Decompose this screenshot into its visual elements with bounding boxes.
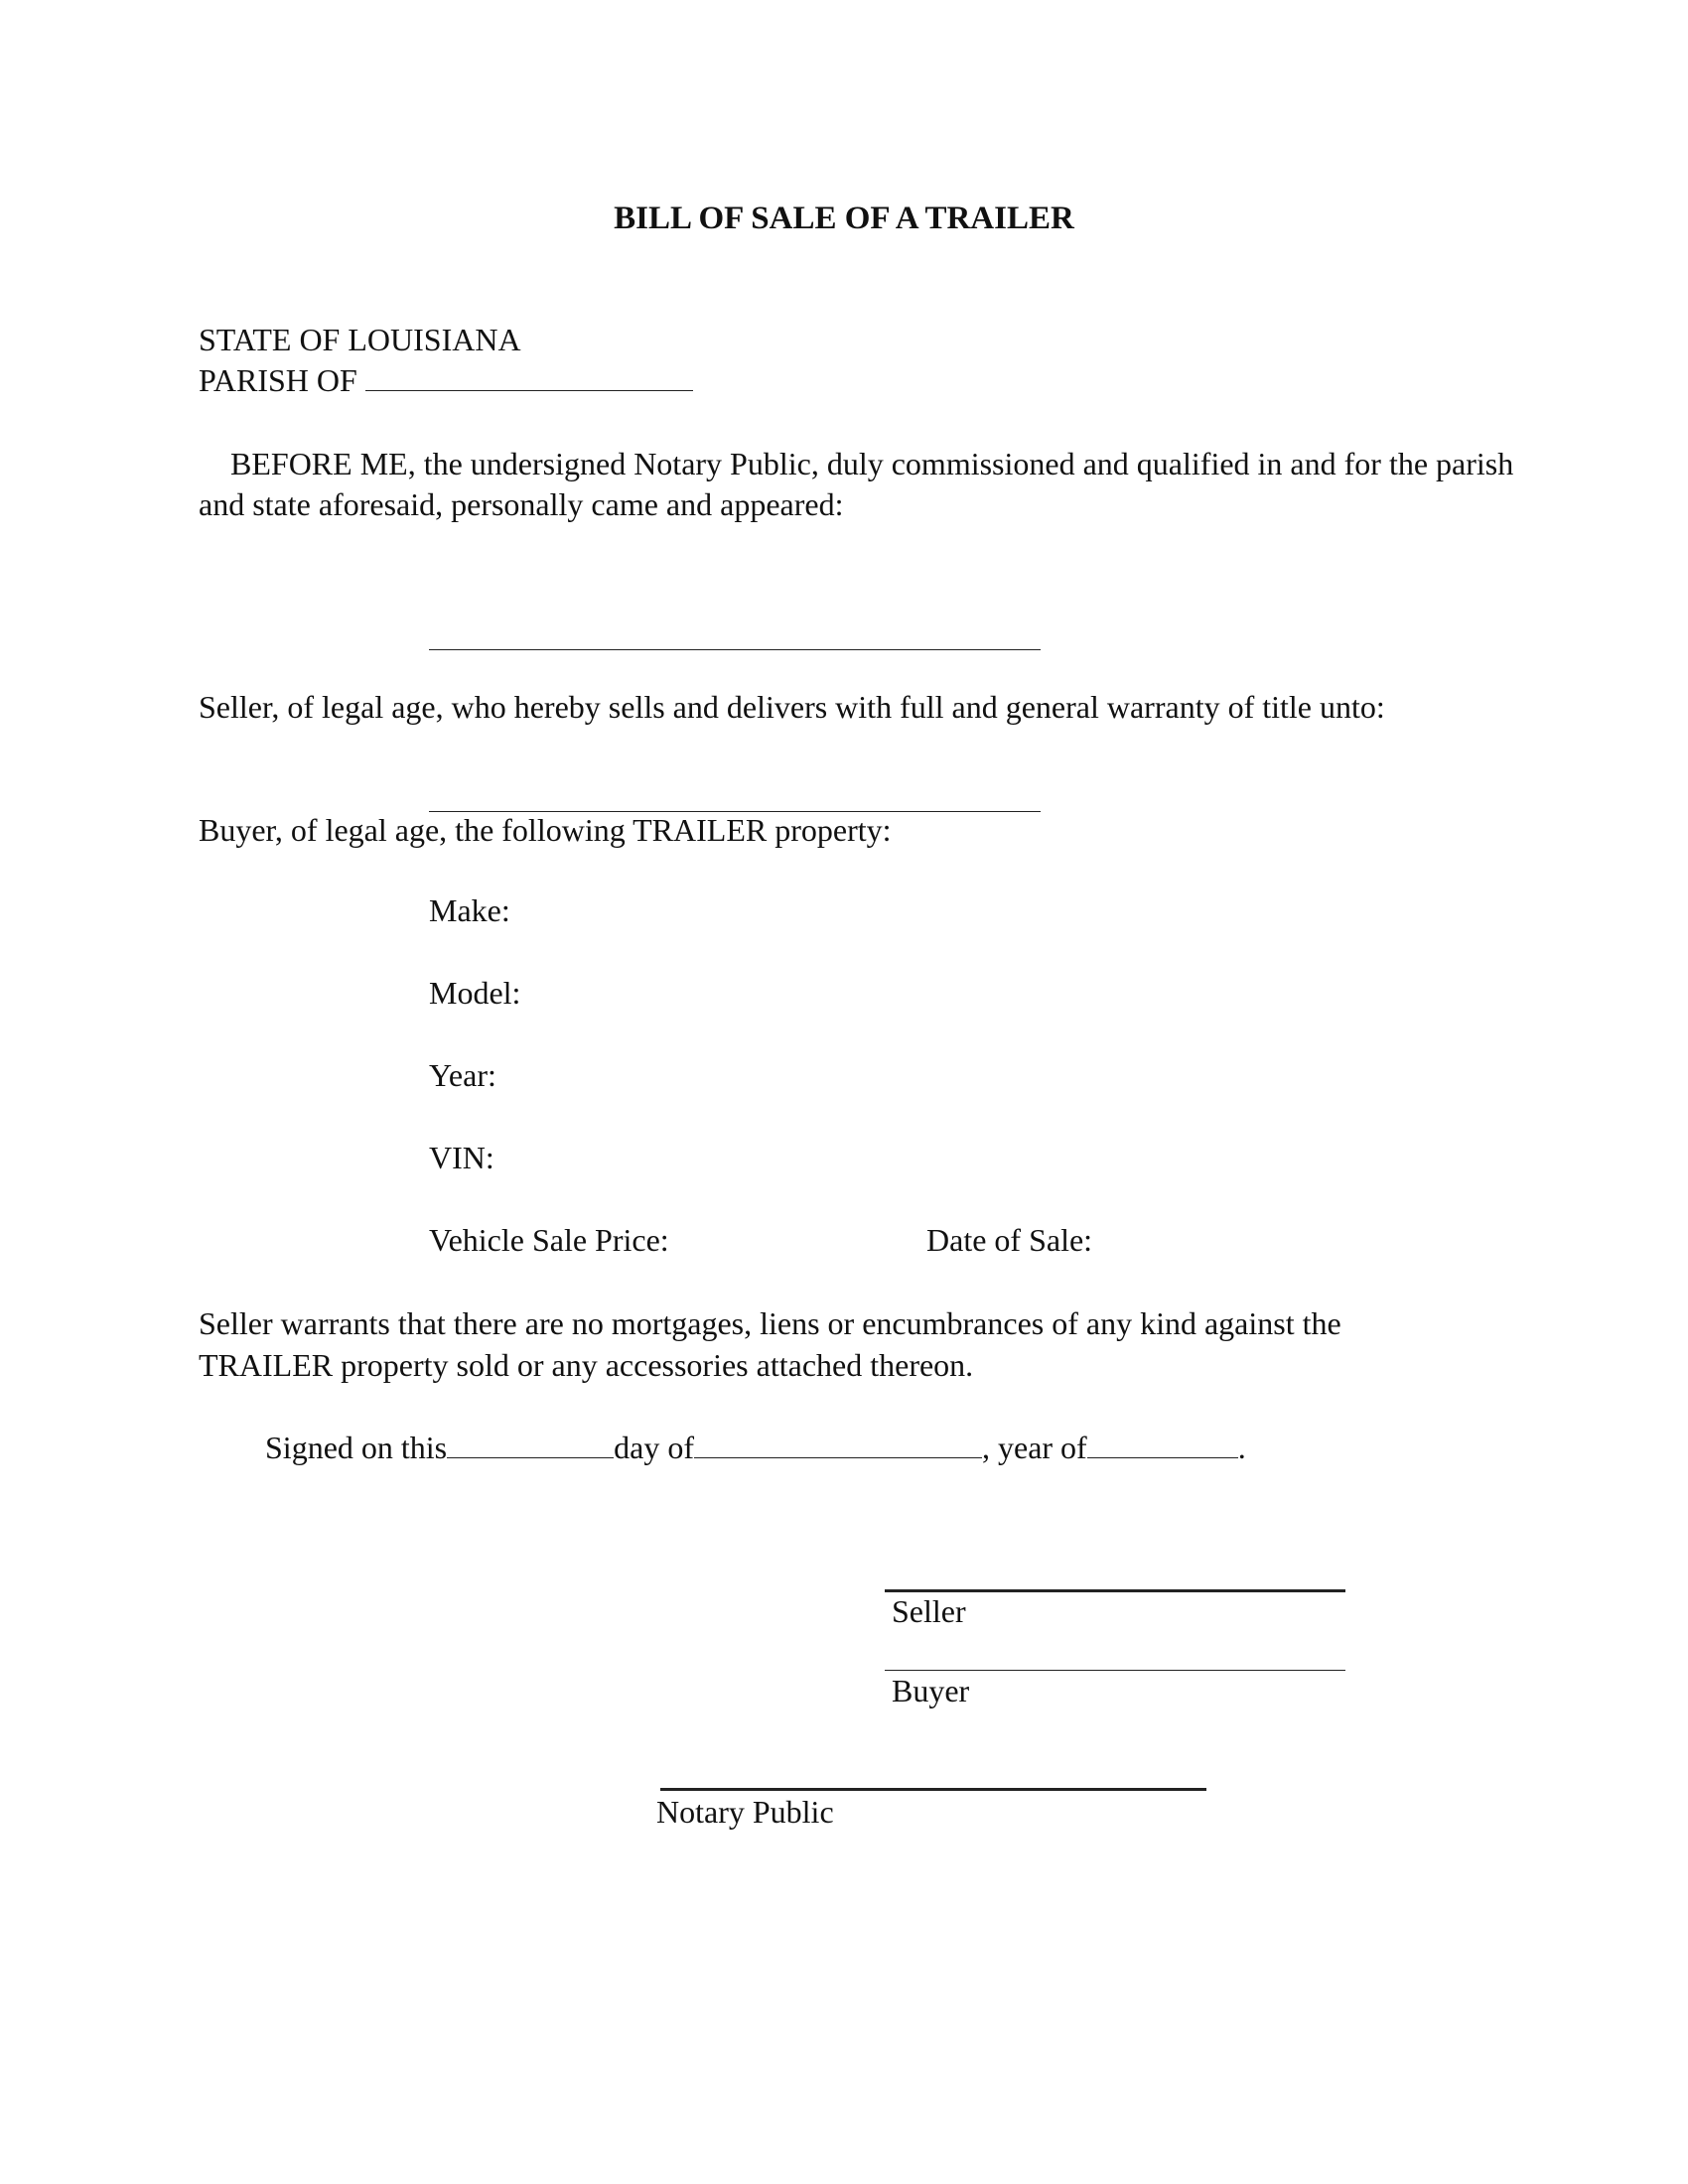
signed-month-blank[interactable] xyxy=(694,1430,982,1458)
intro-paragraph-line-2: and state aforesaid, personally came and appeared: xyxy=(199,486,844,522)
parish-label: PARISH OF xyxy=(199,362,357,398)
make-label: Make: xyxy=(429,892,510,928)
intro-paragraph-line-1: BEFORE ME, the undersigned Notary Public, duly commissioned and qualified in and for the parish xyxy=(230,446,1514,481)
sale-price-label: Vehicle Sale Price: xyxy=(429,1222,669,1258)
notary-signature-line[interactable] xyxy=(660,1788,1206,1791)
state-line: STATE OF LOUISIANA xyxy=(199,322,521,357)
buyer-clause: Buyer, of legal age, the following TRAILER property: xyxy=(199,812,892,848)
notary-signature-label: Notary Public xyxy=(656,1794,834,1830)
year-label: Year: xyxy=(429,1057,496,1093)
parish-line xyxy=(199,360,693,400)
year-of-label: , year of xyxy=(981,1430,1087,1465)
date-of-sale-label: Date of Sale: xyxy=(926,1222,1093,1258)
warranty-line-1: Seller warrants that there are no mortgages, liens or encumbrances of any kind against the xyxy=(199,1305,1341,1341)
signed-year-blank[interactable] xyxy=(1087,1430,1238,1458)
parish-blank[interactable] xyxy=(365,362,693,391)
day-of-label: day of xyxy=(614,1430,694,1465)
seller-name-line[interactable] xyxy=(429,649,1041,650)
vin-label: VIN: xyxy=(429,1140,494,1175)
seller-signature-label: Seller xyxy=(892,1593,966,1629)
signed-on-label: Signed on this xyxy=(265,1430,448,1465)
signed-on-line xyxy=(265,1428,1246,1467)
signed-end-period: . xyxy=(1237,1430,1246,1465)
warranty-line-2: TRAILER property sold or any accessories attached thereon. xyxy=(199,1347,974,1383)
seller-clause: Seller, of legal age, who hereby sells and delivers with full and general warranty of title unto: xyxy=(199,689,1385,725)
buyer-signature-label: Buyer xyxy=(892,1673,970,1708)
model-label: Model: xyxy=(429,975,521,1011)
signed-day-blank[interactable] xyxy=(447,1430,614,1458)
document-title: BILL OF SALE OF A TRAILER xyxy=(614,201,1074,236)
